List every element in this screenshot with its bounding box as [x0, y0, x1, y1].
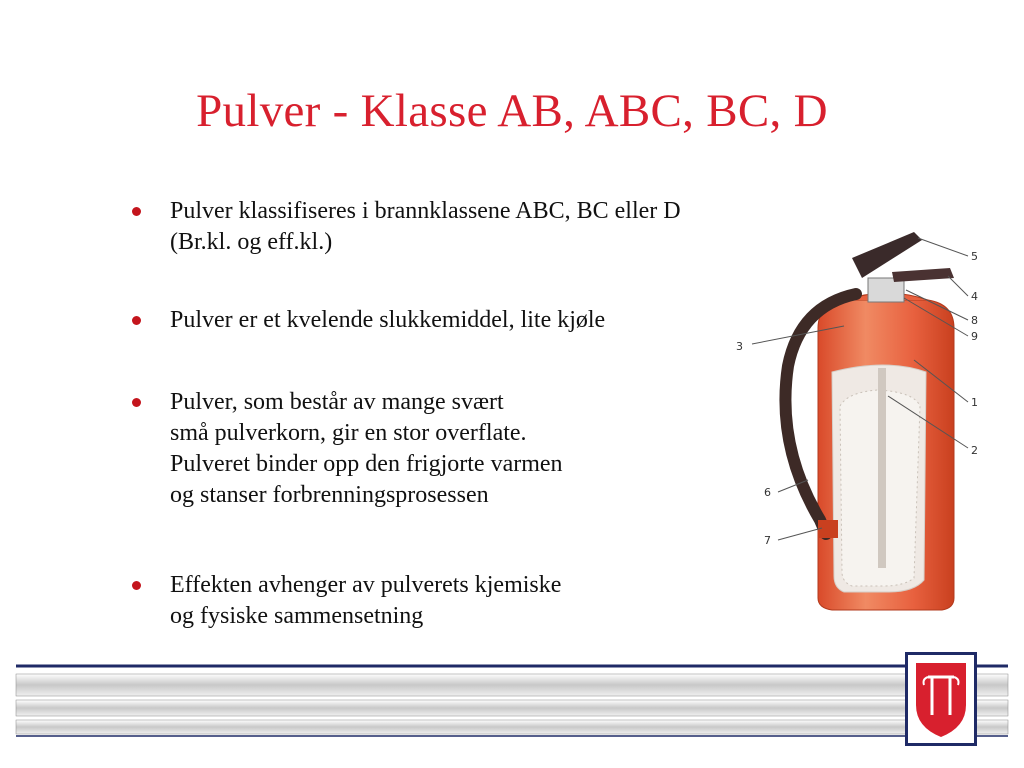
- callout-label: 8: [971, 314, 978, 327]
- bullet-line: og stanser forbrenningsprosessen: [170, 482, 489, 508]
- logo-frame: [905, 652, 977, 746]
- bullet-text: [170, 196, 681, 258]
- bullet-line: Pulveret binder opp den frigjorte varmen: [170, 451, 563, 477]
- callout-label: 6: [764, 486, 771, 499]
- bullet-line: Pulver klassifiseres i brannklassene ABC, BC eller D: [170, 198, 681, 224]
- shield-logo-icon: [908, 655, 974, 743]
- slide-title: Pulver - Klasse AB, ABC, BC, D: [196, 85, 828, 137]
- callout-label: 5: [971, 250, 978, 263]
- callout-label: 4: [971, 290, 978, 303]
- footer-stripe: [16, 700, 1008, 716]
- callout-label: 3: [736, 340, 743, 353]
- hose-bracket: [818, 520, 838, 538]
- bullet-text: [170, 305, 605, 336]
- callout-label: 9: [971, 330, 978, 343]
- bullet-line: (Br.kl. og eff.kl.): [170, 229, 333, 255]
- bullet-dot: [132, 316, 141, 325]
- callout-label: 2: [971, 444, 978, 457]
- callout-label: 1: [971, 396, 978, 409]
- footer-stripes: [0, 660, 1024, 768]
- bullet-line: små pulverkorn, gir en stor overflate.: [170, 420, 527, 446]
- bullet-dot: [132, 581, 141, 590]
- bullet-text: [170, 387, 563, 511]
- bullet-line: Pulver, som består av mange svært: [170, 389, 504, 415]
- footer-stripe: [16, 674, 1008, 696]
- fire-extinguisher-illustration: [728, 216, 998, 626]
- bullet-line: Pulver er et kvelende slukkemiddel, lite kjøle: [170, 307, 606, 333]
- callout-label: 7: [764, 534, 771, 547]
- bottom-lever: [892, 268, 954, 282]
- bullet-text: [170, 570, 561, 632]
- bullet-dot: [132, 207, 141, 216]
- bullet-dot: [132, 398, 141, 407]
- riser-tube: [878, 368, 886, 568]
- bullet-line: og fysiske sammensetning: [170, 603, 424, 629]
- footer-stripe: [16, 720, 1008, 734]
- bullet-line: Effekten avhenger av pulverets kjemiske: [170, 572, 562, 598]
